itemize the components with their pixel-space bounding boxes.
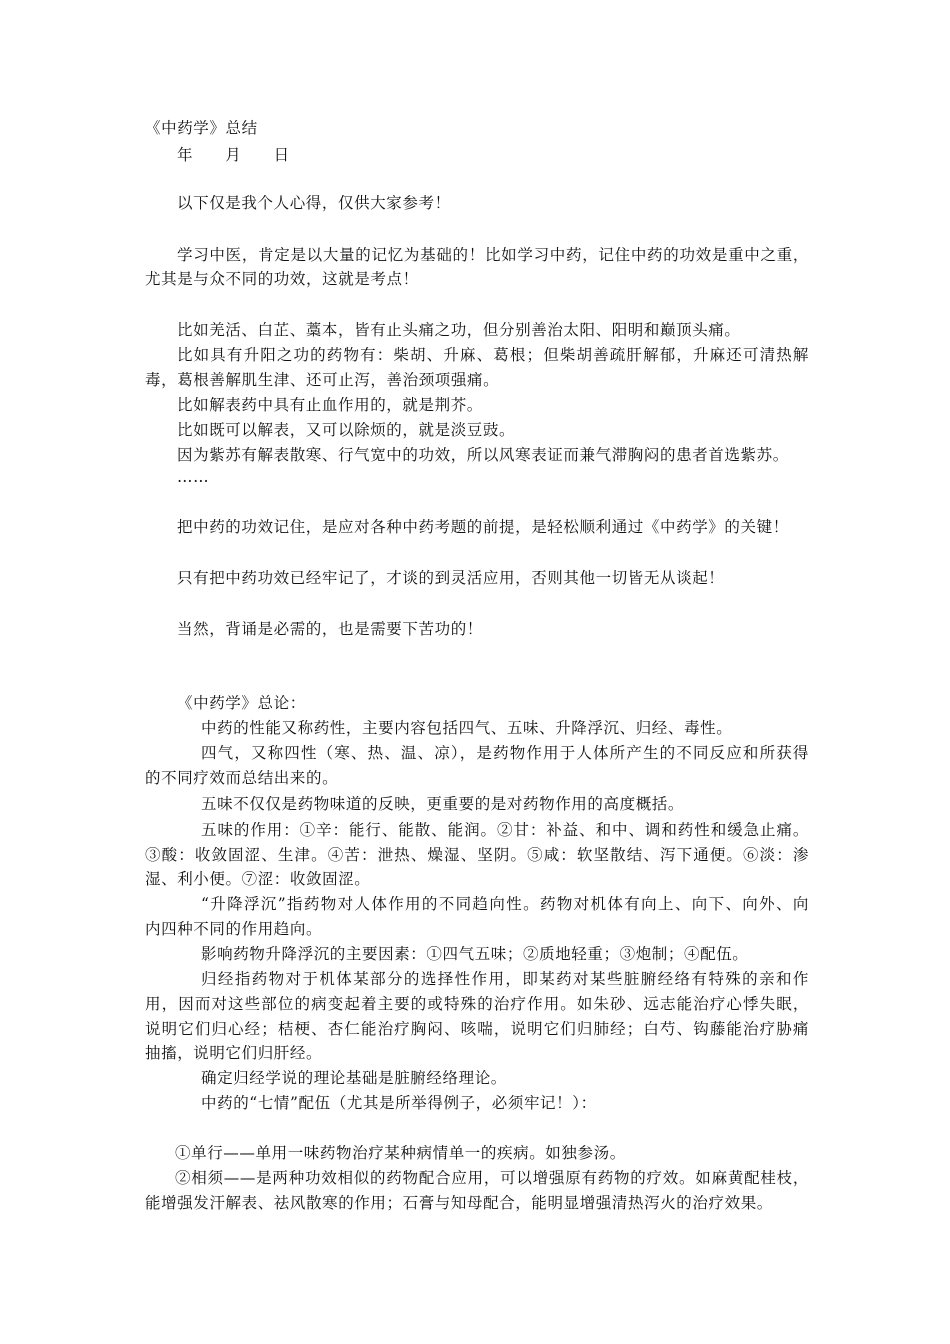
- section-line: 归经指药物对于机体某部分的选择性作用，即某药对某些脏腑经络有特殊的亲和作: [201, 970, 809, 988]
- section-line: 四气，又称四性（寒、热、温、凉），是药物作用于人体所产生的不同反应和所获得: [201, 744, 809, 762]
- example-line: 比如既可以解表，又可以除烦的，就是淡豆豉。: [177, 421, 516, 439]
- list-item: ①单行——单用一味药物治疗某种病情单一的疾病。如独参汤。: [175, 1144, 626, 1162]
- section-line: 抽搐，说明它们归肝经。: [145, 1044, 323, 1062]
- section-line: 中药的“七情”配伍（尤其是所举得例子，必须牢记！）：: [201, 1094, 597, 1112]
- paragraph-line: 把中药的功效记住，是应对各种中药考题的前提，是轻松顺利通过《中药学》的关键！: [177, 518, 789, 536]
- section-line: “升降浮沉”指药物对人体作用的不同趋向性。药物对机体有向上、向下、向外、向: [201, 895, 809, 913]
- section-line: 中药的性能又称药性，主要内容包括四气、五味、升降浮沉、归经、毒性。: [201, 719, 733, 737]
- example-line: 毒，葛根善解肌生津、还可止泻，善治颈项强痛。: [145, 371, 500, 389]
- section-line: 五味不仅仅是药物味道的反映，更重要的是对药物作用的高度概括。: [201, 795, 685, 813]
- section-line: 五味的作用：①辛：能行、能散、能润。②甘：补益、和中、调和药性和缓急止痛。: [201, 821, 809, 839]
- paragraph-line: 学习中医，肯定是以大量的记忆为基础的！比如学习中药，记住中药的功效是重中之重，: [177, 246, 809, 264]
- example-line: 比如具有升阳之功的药物有：柴胡、升麻、葛根；但柴胡善疏肝解郁，升麻还可清热解: [177, 346, 809, 364]
- list-item: 能增强发汗解表、祛风散寒的作用；石膏与知母配合，能明显增强清热泻火的治疗效果。: [145, 1194, 773, 1212]
- section-title: 《中药学》总论：: [177, 694, 306, 712]
- paragraph-line: 尤其是与众不同的功效，这就是考点！: [145, 270, 419, 288]
- section-line: 确定归经学说的理论基础是脏腑经络理论。: [201, 1069, 507, 1087]
- date-line: 年 月 日: [177, 146, 290, 164]
- section-line: 的不同疗效而总结出来的。: [145, 769, 339, 787]
- example-line: 因为紫苏有解表散寒、行气宽中的功效，所以风寒表证而兼气滞胸闷的患者首选紫苏。: [177, 446, 789, 464]
- section-line: ③酸：收敛固涩、生津。④苦：泄热、燥湿、坚阴。⑤咸：软坚散结、泻下通便。⑥淡：渗: [145, 846, 809, 864]
- example-line: 比如解表药中具有止血作用的，就是荆芥。: [177, 396, 483, 414]
- intro-paragraph: 以下仅是我个人心得，仅供大家参考！: [177, 194, 451, 212]
- document-title: 《中药学》总结: [145, 119, 258, 137]
- paragraph-line: 当然，背诵是必需的，也是需要下苦功的！: [177, 620, 483, 638]
- paragraph-line: 只有把中药功效已经牢记了，才谈的到灵活应用，否则其他一切皆无从谈起！: [177, 569, 725, 587]
- section-line: 内四种不同的作用趋向。: [145, 920, 323, 938]
- section-line: 说明它们归心经；桔梗、杏仁能治疗胸闷、咳喘，说明它们归肺经；白芍、钩藤能治疗胁痛: [145, 1020, 809, 1038]
- list-item: ②相须——是两种功效相似的药物配合应用，可以增强原有药物的疗效。如麻黄配桂枝，: [175, 1169, 809, 1187]
- section-line: 用，因而对这些部位的病变起着主要的或特殊的治疗作用。如朱砂、远志能治疗心悸失眠，: [145, 995, 809, 1013]
- section-line: 湿、利小便。⑦涩：收敛固涩。: [145, 870, 371, 888]
- section-line: 影响药物升降浮沉的主要因素：①四气五味；②质地轻重；③炮制；④配伍。: [201, 945, 749, 963]
- example-line: 比如羌活、白芷、藁本，皆有止头痛之功，但分别善治太阳、阳明和巅顶头痛。: [177, 321, 741, 339]
- ellipsis: ……: [177, 468, 210, 486]
